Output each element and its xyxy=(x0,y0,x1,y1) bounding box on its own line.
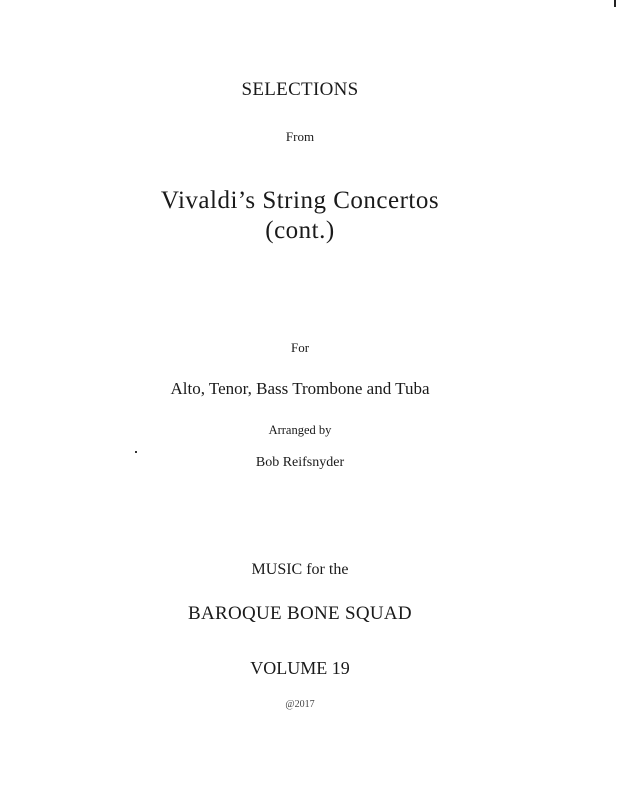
scan-mark-top-right xyxy=(614,0,616,7)
arranged-by-label: Arranged by xyxy=(268,423,332,437)
copyright: @2017 xyxy=(285,699,315,710)
instrumentation: Alto, Tenor, Bass Trombone and Tuba xyxy=(170,379,430,398)
for-label: For xyxy=(290,340,310,355)
from-label: From xyxy=(285,129,315,144)
series-name: BAROQUE BONE SQUAD xyxy=(188,603,412,624)
series-prefix: MUSIC for the xyxy=(251,561,349,578)
title-line-2: (cont.) xyxy=(265,217,335,244)
volume-number: VOLUME 19 xyxy=(250,658,350,678)
cover-heading: SELECTIONS xyxy=(241,79,359,100)
scan-mark-left xyxy=(135,451,137,453)
arranger-name: Bob Reifsnyder xyxy=(255,455,345,470)
title-line-1: Vivaldi’s String Concertos xyxy=(160,187,440,214)
